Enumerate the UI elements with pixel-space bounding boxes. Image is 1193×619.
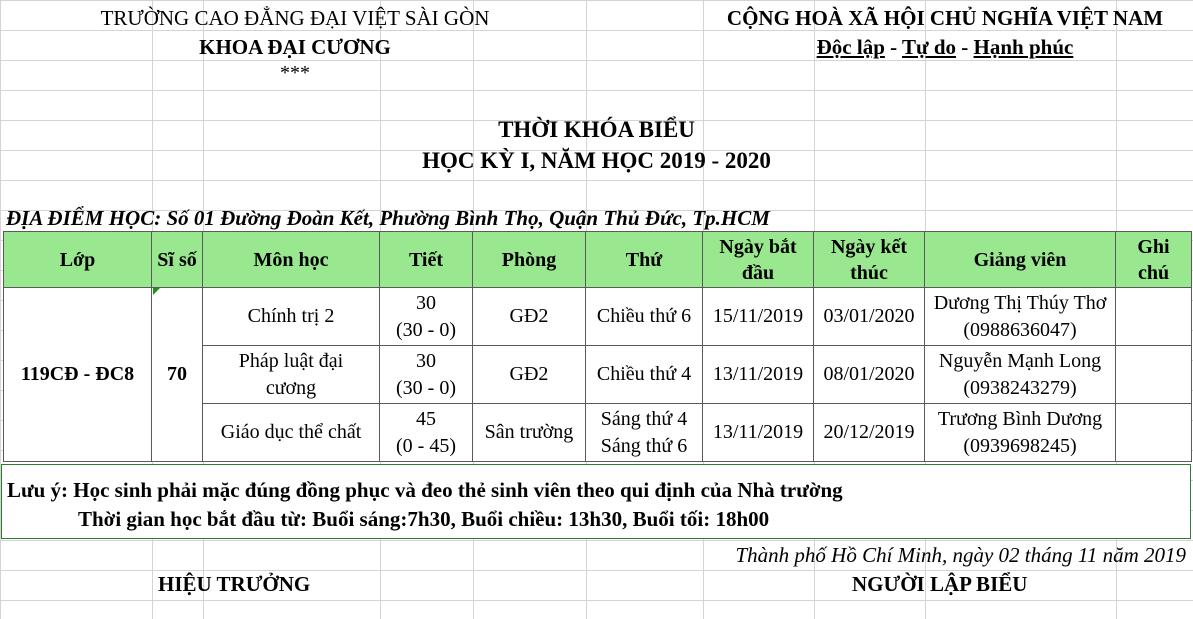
faculty-name: KHOA ĐẠI CƯƠNG bbox=[199, 35, 391, 59]
motto-part: Độc lập bbox=[816, 35, 885, 59]
header-room: Phòng bbox=[473, 232, 586, 288]
sign-date: Thành phố Hồ Chí Minh, ngày 02 tháng 11 năm 2019 bbox=[735, 543, 1186, 567]
room-cell: GĐ2 bbox=[473, 288, 586, 346]
teacher-name: Dương Thị Thúy Thơ bbox=[933, 291, 1107, 314]
teacher-phone: (0939698245) bbox=[963, 434, 1077, 457]
header-teacher: Giảng viên bbox=[925, 232, 1116, 288]
room-cell: Sân trường bbox=[473, 404, 586, 462]
periods-cell bbox=[380, 288, 473, 346]
header-note bbox=[1116, 232, 1192, 288]
page-title: THỜI KHÓA BIỂU bbox=[498, 117, 695, 142]
study-location: ĐỊA ĐIỂM HỌC: Số 01 Đường Đoàn Kết, Phường Bình Thọ, Quận Thủ Đức, Tp.HCM bbox=[6, 206, 770, 230]
note-line: Lưu ý: Học sinh phải mặc đúng đồng phục và đeo thẻ sinh viên theo qui định của Nhà trường bbox=[7, 478, 843, 502]
note-cell bbox=[1116, 346, 1192, 404]
subject-cell bbox=[203, 288, 380, 346]
start-date-cell: 15/11/2019 bbox=[703, 288, 814, 346]
day-text: Sáng thứ 6 bbox=[600, 434, 688, 457]
table-row bbox=[4, 288, 1192, 346]
room-cell: GĐ2 bbox=[473, 346, 586, 404]
end-date-cell: 03/01/2020 bbox=[814, 288, 925, 346]
teacher-cell bbox=[925, 346, 1116, 404]
day-cell bbox=[586, 404, 703, 462]
cell-comment-marker bbox=[153, 288, 160, 295]
periods-total: 30 bbox=[416, 349, 436, 372]
subject-text: Giáo dục thể chất bbox=[220, 421, 362, 443]
header-subject: Môn học bbox=[203, 232, 380, 288]
day-cell bbox=[586, 288, 703, 346]
schedule-table bbox=[3, 231, 1192, 462]
subject-cell bbox=[203, 404, 380, 462]
header-periods: Tiết bbox=[380, 232, 473, 288]
periods-split: (0 - 45) bbox=[396, 434, 456, 457]
header-text: Ngày bắt bbox=[719, 235, 797, 258]
day-text: Chiều thứ 4 bbox=[596, 363, 692, 385]
subject-cell bbox=[203, 346, 380, 404]
teacher-cell bbox=[925, 404, 1116, 462]
page-subtitle: HỌC KỲ I, NĂM HỌC 2019 - 2020 bbox=[422, 148, 771, 173]
motto-part: Tự do bbox=[902, 35, 957, 59]
motto-sep: - bbox=[884, 35, 902, 59]
creator-title: NGƯỜI LẬP BIỂU bbox=[852, 572, 1028, 596]
start-date-cell: 13/11/2019 bbox=[703, 404, 814, 462]
day-cell bbox=[586, 346, 703, 404]
periods-cell bbox=[380, 346, 473, 404]
header-size: Sĩ số bbox=[152, 232, 203, 288]
table-header-row bbox=[4, 232, 1192, 288]
note-cell bbox=[1116, 288, 1192, 346]
teacher-name: Trương Bình Dương bbox=[937, 407, 1103, 430]
motto-part: Hạnh phúc bbox=[973, 35, 1074, 59]
end-date-cell: 20/12/2019 bbox=[814, 404, 925, 462]
header-text: Ghi bbox=[1137, 235, 1170, 258]
periods-split: (30 - 0) bbox=[396, 376, 456, 399]
header-class: Lớp bbox=[4, 232, 152, 288]
note-line: Thời gian học bắt đầu từ: Buổi sáng:7h30, Buổi chiều: 13h30, Buổi tối: 18h00 bbox=[78, 507, 770, 531]
principal-title: HIỆU TRƯỞNG bbox=[158, 572, 311, 596]
start-date-cell: 13/11/2019 bbox=[703, 346, 814, 404]
stars-divider: *** bbox=[280, 62, 310, 84]
periods-total: 45 bbox=[416, 407, 436, 430]
header-text: thúc bbox=[850, 261, 888, 284]
size-cell: 70 bbox=[152, 288, 203, 462]
header-end-date bbox=[814, 232, 925, 288]
subject-text: Pháp luật đại bbox=[238, 349, 344, 372]
header-start-date bbox=[703, 232, 814, 288]
subject-text: Chính trị 2 bbox=[247, 305, 335, 327]
note-cell bbox=[1116, 404, 1192, 462]
teacher-phone: (0988636047) bbox=[963, 318, 1077, 341]
day-text: Chiều thứ 6 bbox=[596, 305, 692, 327]
end-date-cell: 08/01/2020 bbox=[814, 346, 925, 404]
periods-total: 30 bbox=[416, 291, 436, 314]
republic-title: CỘNG HOÀ XÃ HỘI CHỦ NGHĨA VIỆT NAM bbox=[726, 6, 1164, 30]
periods-split: (30 - 0) bbox=[396, 318, 456, 341]
header-day: Thứ bbox=[586, 232, 703, 288]
teacher-name: Nguyễn Mạnh Long bbox=[938, 349, 1102, 372]
teacher-cell bbox=[925, 288, 1116, 346]
header-text: Ngày kết bbox=[830, 235, 908, 258]
school-name: TRƯỜNG CAO ĐẲNG ĐẠI VIỆT SÀI GÒN bbox=[100, 6, 490, 30]
subject-text: cương bbox=[265, 376, 317, 399]
header-text: đầu bbox=[741, 261, 775, 284]
motto-sep: - bbox=[956, 35, 974, 59]
header-text: chú bbox=[1137, 261, 1170, 284]
day-text: Sáng thứ 4 bbox=[600, 407, 688, 430]
teacher-phone: (0938243279) bbox=[963, 376, 1077, 399]
periods-cell bbox=[380, 404, 473, 462]
national-motto bbox=[700, 35, 1190, 60]
class-cell: 119CĐ - ĐC8 bbox=[4, 288, 152, 462]
